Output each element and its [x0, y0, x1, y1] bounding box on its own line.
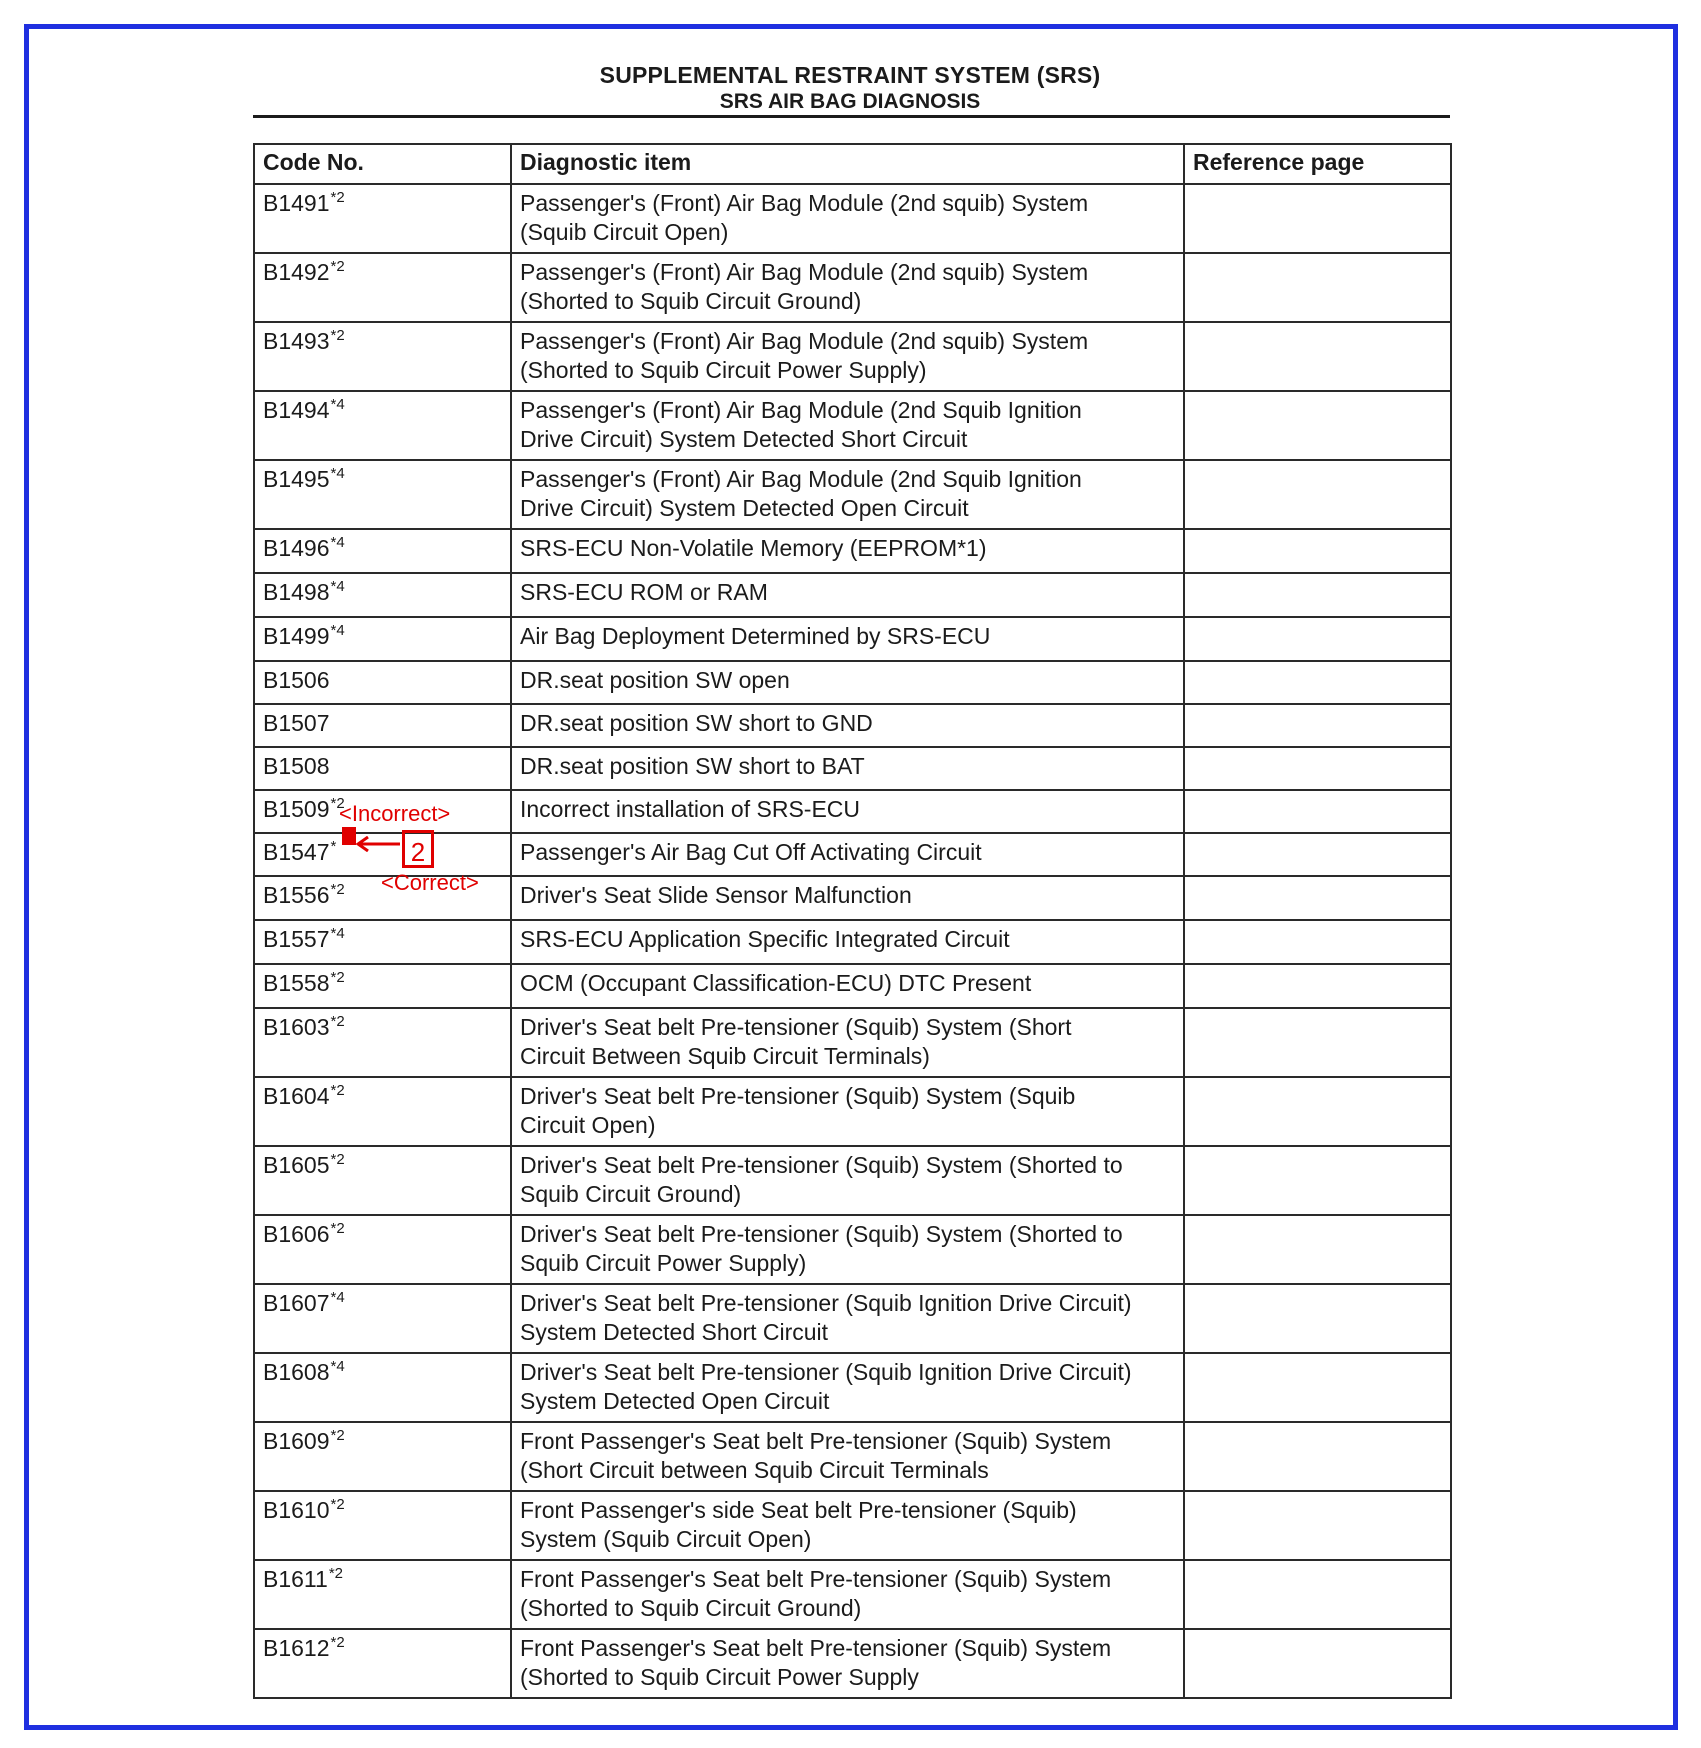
reference-page-cell — [1184, 573, 1451, 617]
column-header-code: Code No. — [254, 144, 511, 184]
diagnostic-item-cell — [511, 920, 1184, 964]
footnote-marker: *2 — [330, 258, 345, 275]
code-cell — [254, 1008, 511, 1077]
code-number: B1495 — [263, 466, 330, 492]
diagnostic-item-cell — [511, 1008, 1184, 1077]
footnote-marker: *2 — [330, 881, 345, 898]
reference-page-cell — [1184, 1629, 1451, 1698]
document-title: SUPPLEMENTAL RESTRAINT SYSTEM (SRS) — [599, 62, 1101, 88]
code-cell — [254, 1560, 511, 1629]
footnote-marker: *4 — [330, 925, 345, 942]
diagnostic-item-line: Front Passenger's Seat belt Pre-tensioner (Squib) System — [520, 1428, 1112, 1454]
reference-page-cell — [1184, 1077, 1451, 1146]
code-number: B1604 — [263, 1083, 330, 1109]
diagnostic-item-line: (Shorted to Squib Circuit Ground) — [520, 288, 862, 314]
footnote-marker: *4 — [330, 578, 345, 595]
table-row — [254, 253, 1451, 322]
code-cell — [254, 460, 511, 529]
code-cell — [254, 747, 511, 790]
code-number: B1493 — [263, 328, 330, 354]
code-cell — [254, 704, 511, 747]
reference-page-cell — [1184, 184, 1451, 253]
header-rule — [253, 115, 1450, 118]
footnote-marker: *2 — [330, 1634, 345, 1651]
diagnostic-item-cell — [511, 790, 1184, 833]
diagnostic-item-line: System Detected Short Circuit — [520, 1319, 829, 1345]
diagnostic-item-line: (Shorted to Squib Circuit Power Supply) — [520, 357, 927, 383]
footnote-marker: * — [330, 838, 337, 855]
diagnostic-item-line: (Squib Circuit Open) — [520, 219, 729, 245]
code-cell — [254, 1491, 511, 1560]
incorrect-mark — [342, 827, 356, 845]
reference-page-cell — [1184, 253, 1451, 322]
diagnostic-item-line: (Short Circuit between Squib Circuit Terminals — [520, 1457, 989, 1483]
reference-page-cell — [1184, 529, 1451, 573]
footnote-marker: *2 — [328, 1565, 343, 1582]
code-cell — [254, 1353, 511, 1422]
diagnostic-item-cell — [511, 1629, 1184, 1698]
table-row — [254, 391, 1451, 460]
diagnostic-item-line: Driver's Seat belt Pre-tensioner (Squib Ignition Drive Circuit) — [520, 1359, 1132, 1385]
code-number: B1492 — [263, 259, 330, 285]
diagnostic-item-cell — [511, 1146, 1184, 1215]
diagnostic-item-line: Front Passenger's Seat belt Pre-tensioner (Squib) System — [520, 1566, 1112, 1592]
diagnostic-item-cell — [511, 1215, 1184, 1284]
code-number: B1557 — [263, 926, 330, 952]
footnote-marker: *2 — [330, 1427, 345, 1444]
reference-page-cell — [1184, 1146, 1451, 1215]
diagnostic-item-cell — [511, 391, 1184, 460]
diagnostic-item-line: Driver's Seat belt Pre-tensioner (Squib) System (Short — [520, 1014, 1072, 1040]
footnote-marker: *2 — [330, 189, 345, 206]
code-number: B1611 — [263, 1566, 328, 1592]
reference-page-cell — [1184, 1008, 1451, 1077]
diagnostic-item-cell — [511, 322, 1184, 391]
footnote-marker: *2 — [330, 327, 345, 344]
footnote-marker: *4 — [330, 1358, 345, 1375]
arrow-left-icon — [356, 836, 400, 852]
reference-page-cell — [1184, 661, 1451, 704]
diagnostic-item-line: SRS-ECU Application Specific Integrated Circuit — [520, 926, 1010, 952]
reference-page-cell — [1184, 833, 1451, 876]
diagnostic-item-line: Drive Circuit) System Detected Open Circuit — [520, 495, 969, 521]
incorrect-label: <Incorrect> — [339, 801, 451, 826]
diagnostic-item-line: Driver's Seat Slide Sensor Malfunction — [520, 882, 912, 908]
column-header-reference-page: Reference page — [1184, 144, 1451, 184]
diagnostic-item-cell — [511, 833, 1184, 876]
column-header-diagnostic-item: Diagnostic item — [511, 144, 1184, 184]
footnote-marker: *4 — [330, 1289, 345, 1306]
diagnostic-item-line: Passenger's (Front) Air Bag Module (2nd squib) System — [520, 328, 1089, 354]
code-cell — [254, 920, 511, 964]
diagnostic-item-cell — [511, 1077, 1184, 1146]
diagnostic-item-line: (Shorted to Squib Circuit Ground) — [520, 1595, 862, 1621]
code-cell — [254, 391, 511, 460]
code-number: B1603 — [263, 1014, 330, 1040]
table-row — [254, 1422, 1451, 1491]
diagnostic-item-cell — [511, 704, 1184, 747]
diagnostic-item-cell — [511, 253, 1184, 322]
diagnostic-item-line: Front Passenger's Seat belt Pre-tensioner (Squib) System — [520, 1635, 1112, 1661]
footnote-marker: *2 — [330, 795, 345, 812]
table-row — [254, 184, 1451, 253]
diagnostic-item-cell — [511, 876, 1184, 920]
code-number: B1608 — [263, 1359, 330, 1385]
reference-page-cell — [1184, 790, 1451, 833]
code-cell — [254, 661, 511, 704]
footnote-marker: *2 — [330, 969, 345, 986]
diagnostic-item-cell — [511, 573, 1184, 617]
code-number: B1556 — [263, 882, 330, 908]
correct-label: <Correct> — [381, 870, 479, 895]
diagnostic-item-cell — [511, 1284, 1184, 1353]
diagnostic-item-cell — [511, 1353, 1184, 1422]
code-cell — [254, 529, 511, 573]
table-row — [254, 1008, 1451, 1077]
diagnostic-item-line: Passenger's Air Bag Cut Off Activating Circuit — [520, 839, 982, 865]
diagnostic-item-line: Incorrect installation of SRS-ECU — [520, 796, 861, 822]
diagnostic-item-line: Driver's Seat belt Pre-tensioner (Squib) System (Shorted to — [520, 1221, 1123, 1247]
code-number: B1606 — [263, 1221, 330, 1247]
table-row — [254, 1146, 1451, 1215]
footnote-marker: *2 — [330, 1220, 345, 1237]
code-number: B1607 — [263, 1290, 330, 1316]
table-row — [254, 1629, 1451, 1698]
reference-page-cell — [1184, 704, 1451, 747]
diagnostic-item-line: Squib Circuit Power Supply) — [520, 1250, 807, 1276]
reference-page-cell — [1184, 1353, 1451, 1422]
diagnostic-item-cell — [511, 747, 1184, 790]
reference-page-cell — [1184, 1560, 1451, 1629]
diagnostic-item-line: DR.seat position SW open — [520, 667, 790, 693]
code-number: B1507 — [263, 710, 330, 736]
reference-page-cell — [1184, 920, 1451, 964]
code-number: B1610 — [263, 1497, 330, 1523]
diagnostic-item-line: OCM (Occupant Classification-ECU) DTC Present — [520, 970, 1032, 996]
document-subtitle: SRS AIR BAG DIAGNOSIS — [719, 90, 981, 113]
footnote-marker: *2 — [330, 1496, 345, 1513]
code-cell — [254, 964, 511, 1008]
diagnostic-item-line: Driver's Seat belt Pre-tensioner (Squib) System (Squib — [520, 1083, 1076, 1109]
reference-page-cell — [1184, 1215, 1451, 1284]
code-cell — [254, 617, 511, 661]
reference-page-cell — [1184, 1284, 1451, 1353]
footnote-marker: *2 — [330, 1082, 345, 1099]
reference-page-cell — [1184, 1491, 1451, 1560]
code-number: B1498 — [263, 579, 330, 605]
diagnostic-item-cell — [511, 184, 1184, 253]
table-row — [254, 1353, 1451, 1422]
code-number: B1558 — [263, 970, 330, 996]
table-row — [254, 747, 1451, 790]
code-number: B1499 — [263, 623, 330, 649]
code-cell — [254, 1077, 511, 1146]
reference-page-cell — [1184, 964, 1451, 1008]
diagnostic-item-line: Air Bag Deployment Determined by SRS-ECU — [520, 623, 991, 649]
footnote-marker: *4 — [330, 534, 345, 551]
reference-page-cell — [1184, 617, 1451, 661]
reference-page-cell — [1184, 322, 1451, 391]
diagnostic-item-cell — [511, 529, 1184, 573]
diagnostic-item-line: Passenger's (Front) Air Bag Module (2nd Squib Ignition — [520, 397, 1082, 423]
diagnostic-item-line: Passenger's (Front) Air Bag Module (2nd Squib Ignition — [520, 466, 1082, 492]
table-row — [254, 661, 1451, 704]
code-number: B1496 — [263, 535, 330, 561]
code-number: B1494 — [263, 397, 330, 423]
footnote-marker: *2 — [330, 1013, 345, 1030]
diagnostic-item-cell — [511, 460, 1184, 529]
reference-page-cell — [1184, 747, 1451, 790]
table-row — [254, 704, 1451, 747]
diagnostic-item-line: Drive Circuit) System Detected Short Circuit — [520, 426, 968, 452]
diagnostic-item-cell — [511, 661, 1184, 704]
code-number: B1506 — [263, 667, 330, 693]
diagnostic-item-line: DR.seat position SW short to GND — [520, 710, 873, 736]
table-row — [254, 920, 1451, 964]
table-row — [254, 1077, 1451, 1146]
correction-number-badge: 2 — [402, 830, 434, 868]
code-cell — [254, 184, 511, 253]
code-cell — [254, 1629, 511, 1698]
diagnostic-item-cell — [511, 1491, 1184, 1560]
diagnostic-item-line: System (Squib Circuit Open) — [520, 1526, 812, 1552]
diagnostic-item-line: SRS-ECU ROM or RAM — [520, 579, 768, 605]
diagnostic-item-cell — [511, 964, 1184, 1008]
table-row — [254, 1491, 1451, 1560]
footnote-marker: *4 — [330, 396, 345, 413]
footnote-marker: *4 — [330, 465, 345, 482]
code-number: B1605 — [263, 1152, 330, 1178]
table-row — [254, 617, 1451, 661]
code-number: B1547 — [263, 839, 330, 865]
code-number: B1612 — [263, 1635, 330, 1661]
document-header — [253, 62, 1447, 114]
code-cell — [254, 1284, 511, 1353]
diagnostic-item-line: Passenger's (Front) Air Bag Module (2nd squib) System — [520, 190, 1089, 216]
code-cell — [254, 1146, 511, 1215]
code-number: B1609 — [263, 1428, 330, 1454]
diagnosis-table — [253, 143, 1452, 1699]
diagnostic-item-line: Passenger's (Front) Air Bag Module (2nd squib) System — [520, 259, 1089, 285]
diagnostic-item-line: Driver's Seat belt Pre-tensioner (Squib Ignition Drive Circuit) — [520, 1290, 1132, 1316]
code-cell — [254, 1422, 511, 1491]
table-row — [254, 1215, 1451, 1284]
table-row — [254, 460, 1451, 529]
table-row — [254, 1284, 1451, 1353]
code-number: B1509 — [263, 796, 330, 822]
diagnostic-item-line: Circuit Between Squib Circuit Terminals) — [520, 1043, 930, 1069]
code-cell — [254, 253, 511, 322]
reference-page-cell — [1184, 391, 1451, 460]
diagnostic-item-cell — [511, 1422, 1184, 1491]
diagnostic-item-cell — [511, 1560, 1184, 1629]
diagnostic-item-line: DR.seat position SW short to BAT — [520, 753, 865, 779]
table-row — [254, 322, 1451, 391]
code-cell — [254, 322, 511, 391]
code-number: B1491 — [263, 190, 330, 216]
diagnostic-item-line: (Shorted to Squib Circuit Power Supply — [520, 1664, 919, 1690]
diagnostic-item-line: SRS-ECU Non-Volatile Memory (EEPROM*1) — [520, 535, 987, 561]
reference-page-cell — [1184, 460, 1451, 529]
diagnostic-item-line: Circuit Open) — [520, 1112, 656, 1138]
diagnostic-item-line: Driver's Seat belt Pre-tensioner (Squib) System (Shorted to — [520, 1152, 1123, 1178]
table-row — [254, 964, 1451, 1008]
table-row — [254, 573, 1451, 617]
diagnostic-item-line: Front Passenger's side Seat belt Pre-tensioner (Squib) — [520, 1497, 1077, 1523]
diagnostic-item-line: Squib Circuit Ground) — [520, 1181, 742, 1207]
code-cell — [254, 1215, 511, 1284]
table-row — [254, 529, 1451, 573]
code-number: B1508 — [263, 753, 330, 779]
footnote-marker: *4 — [330, 622, 345, 639]
reference-page-cell — [1184, 876, 1451, 920]
code-cell — [254, 573, 511, 617]
diagnostic-item-cell — [511, 617, 1184, 661]
footnote-marker: *2 — [330, 1151, 345, 1168]
diagnostic-item-line: System Detected Open Circuit — [520, 1388, 830, 1414]
table-header-row — [254, 144, 1451, 184]
table-row — [254, 1560, 1451, 1629]
reference-page-cell — [1184, 1422, 1451, 1491]
